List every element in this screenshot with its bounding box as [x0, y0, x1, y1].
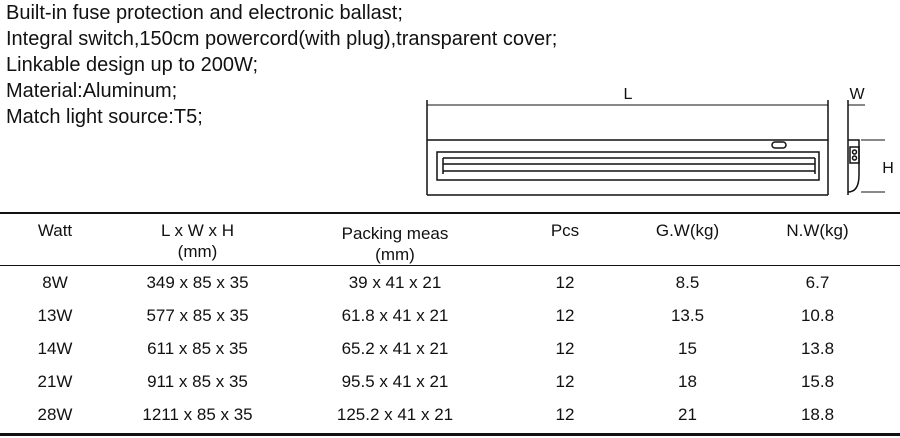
cell-net-weight: 18.8 [800, 405, 835, 424]
cell-net-weight: 15.8 [800, 372, 835, 391]
cell-pcs: 12 [555, 273, 575, 292]
header-packing: Packing meas (mm) [341, 224, 449, 264]
cell-gross-weight: 8.5 [675, 273, 700, 292]
cell-watt: 21W [37, 372, 73, 391]
cell-net-weight: 6.7 [805, 273, 830, 292]
cell-pcs: 12 [555, 372, 575, 391]
cell-gross-weight: 18 [678, 372, 697, 391]
header-net-weight: N.W(kg) [786, 221, 849, 240]
cell-net-weight: 13.8 [800, 339, 835, 358]
feature-line: Material:Aluminum; [6, 80, 178, 102]
cell-packing: 125.2 x 41 x 21 [336, 405, 454, 424]
fixture-drawing [415, 80, 895, 205]
table-row [0, 273, 900, 306]
feature-line: Built-in fuse protection and electronic ballast; [6, 2, 403, 24]
header-gross-weight: G.W(kg) [655, 221, 720, 240]
header-dimensions: L x W x H (mm) [160, 221, 235, 261]
cell-gross-weight: 15 [678, 339, 697, 358]
side-connector-pin [853, 150, 857, 154]
cell-packing: 39 x 41 x 21 [348, 273, 442, 292]
cell-watt: 28W [37, 405, 73, 424]
cell-dimensions: 611 x 85 x 35 [147, 339, 248, 358]
feature-line: Linkable design up to 200W; [6, 54, 259, 76]
dim-label-width: W [849, 86, 865, 103]
table-top-rule [0, 212, 900, 214]
table-row [0, 306, 900, 339]
feature-line: Match light source:T5; [6, 106, 203, 128]
cell-dimensions: 911 x 85 x 35 [147, 372, 248, 391]
cell-pcs: 12 [555, 339, 575, 358]
cell-watt: 13W [37, 306, 73, 325]
table-header-rule [0, 265, 900, 266]
header-pcs: Pcs [550, 221, 580, 240]
fixture-cover [437, 152, 819, 180]
cell-watt: 8W [42, 273, 68, 292]
cell-gross-weight: 13.5 [670, 306, 705, 325]
dim-label-height: H [882, 160, 894, 177]
cell-dimensions: 349 x 85 x 35 [146, 273, 249, 292]
cell-packing: 61.8 x 41 x 21 [341, 306, 449, 325]
cell-packing: 65.2 x 41 x 21 [341, 339, 449, 358]
cell-net-weight: 10.8 [800, 306, 835, 325]
cell-gross-weight: 21 [678, 405, 697, 424]
feature-line: Integral switch,150cm powercord(with plug),transparent cover; [6, 28, 558, 50]
header-watt: Watt [37, 221, 73, 240]
cell-pcs: 12 [555, 405, 575, 424]
cell-packing: 95.5 x 41 x 21 [341, 372, 449, 391]
dim-label-length: L [623, 86, 633, 103]
side-connector-pin [853, 156, 857, 160]
switch-icon [772, 142, 786, 148]
table-row [0, 339, 900, 372]
cell-watt: 14W [37, 339, 73, 358]
cell-dimensions: 1211 x 85 x 35 [142, 405, 253, 424]
cell-pcs: 12 [555, 306, 575, 325]
cell-dimensions: 577 x 85 x 35 [146, 306, 249, 325]
table-row [0, 372, 900, 405]
